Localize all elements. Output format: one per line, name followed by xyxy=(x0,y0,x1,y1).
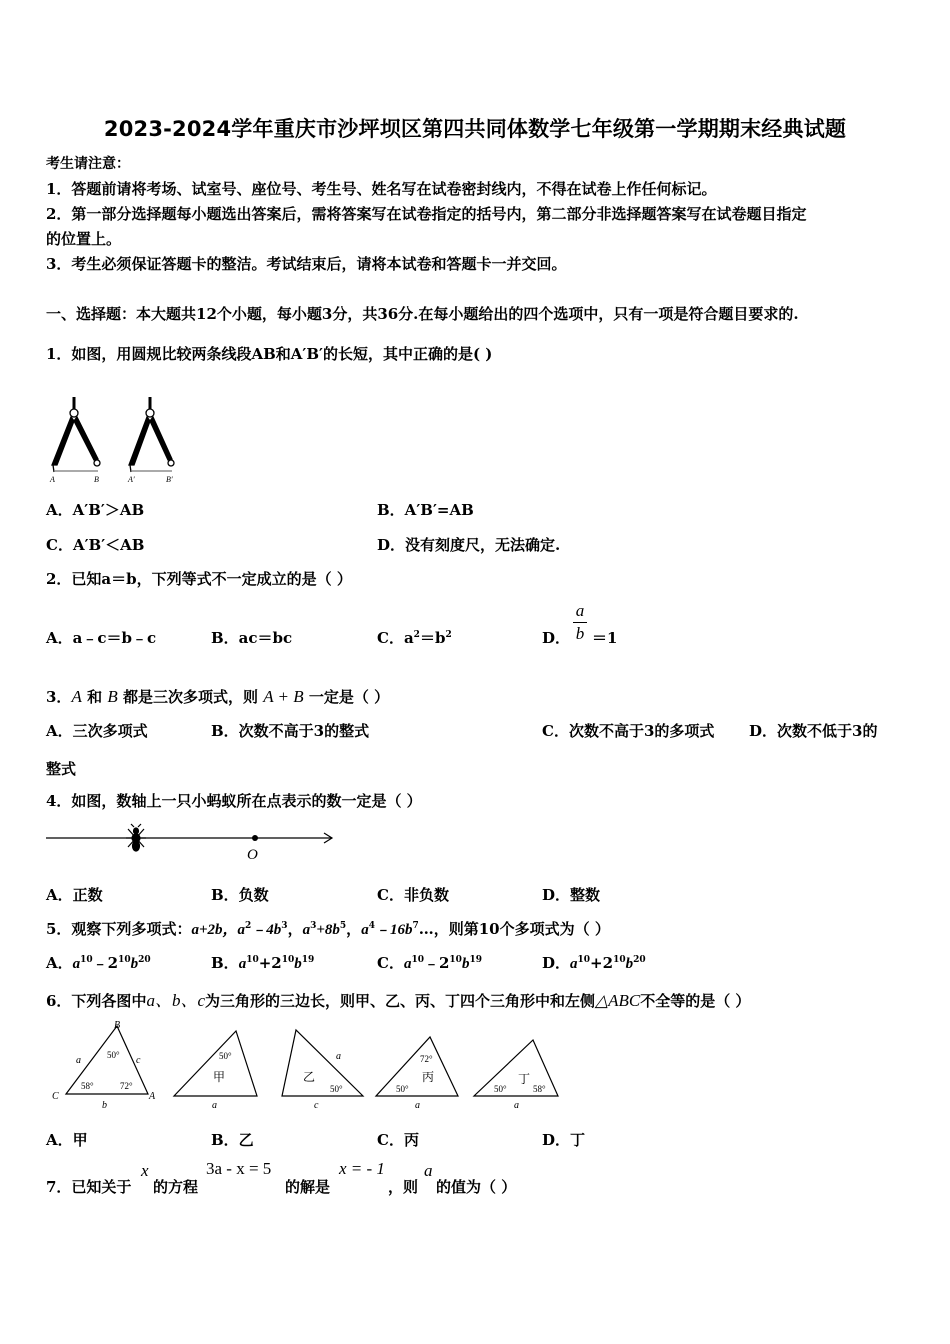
notice-heading: 考生请注意： xyxy=(46,156,130,172)
q4-option-d: D．整数 xyxy=(542,886,601,904)
question-4-stem: 4．如图，数轴上一只小蚂蚁所在点表示的数一定是（ ） xyxy=(46,792,422,810)
q4-option-a: A．正数 xyxy=(46,886,103,904)
number-line-figure xyxy=(44,823,339,863)
question-5-stem: 5．观察下列多项式：a+2b，$a^2﹣4b^3$，$a^3+8b^5$，$a^4﹣16b^7\dots$，则第10个多项式为（ ） xyxy=(46,920,610,938)
bing-angle-72: 72° xyxy=(420,1054,433,1064)
fig-label-A: A xyxy=(50,475,55,484)
origin-label: O xyxy=(247,847,258,863)
question-7-p4: ，则 xyxy=(388,1178,419,1196)
yi-label-a: a xyxy=(336,1051,341,1062)
fig-label-A-prime: A′ xyxy=(128,475,135,484)
q1-option-a: A．A′B′＞AB xyxy=(46,501,145,519)
q5-option-c: C．$a^{10}﹣2^{10}b^{19}$ xyxy=(377,954,482,972)
tri-angle-58: 58° xyxy=(81,1081,94,1091)
q6-option-a: A．甲 xyxy=(46,1131,88,1149)
q3-option-b: B．次数不高于3的整式 xyxy=(211,722,370,740)
notice-item-1: 1．答题前请将考场、试室号、座位号、考生号、姓名写在试卷密封线内，不得在试卷上作任何标记。 xyxy=(46,180,717,198)
tri-label-a: a xyxy=(76,1055,81,1066)
q3-option-d: D．次数不低于3的 xyxy=(749,722,878,740)
q3-option-a: A．三次多项式 xyxy=(46,722,148,740)
fig-label-B-prime: B′ xyxy=(166,475,173,484)
ding-label: 丁 xyxy=(518,1072,531,1086)
q2-option-c: C．$a^2=b^2$ xyxy=(377,629,452,647)
q5-option-a: A．$a^{10}﹣2^{10}b^{20}$ xyxy=(46,954,151,972)
q2-option-d-value: ＝1 xyxy=(592,629,618,647)
q7-a: a xyxy=(424,1161,433,1180)
q3-option-c: C．次数不高于3的多项式 xyxy=(542,722,715,740)
q2-option-d-label: D． xyxy=(542,629,571,647)
question-7-p1: 7．已知关于 xyxy=(46,1178,132,1196)
question-7-p5: 的值为（ ） xyxy=(436,1178,517,1196)
question-6-stem: 6．下列各图中a、b、c为三角形的三边长，则甲、乙、丙、丁四个三角形中和左侧△ABC不全等的是（ ） xyxy=(46,991,751,1010)
notice-item-3: 3．考生必须保证答题卡的整洁。考试结束后，请将本试卷和答题卡一并交回。 xyxy=(46,255,567,273)
page-title: 2023-2024学年重庆市沙坪坝区第四共同体数学七年级第一学期期末经典试题 xyxy=(103,117,847,141)
jia-label: 甲 xyxy=(213,1070,226,1084)
triangles-figure xyxy=(44,1016,574,1112)
q1-option-b: B．A′B′=AB xyxy=(377,501,474,519)
tri-angle-72: 72° xyxy=(120,1081,133,1091)
tri-angle-50: 50° xyxy=(107,1050,120,1060)
tri-label-A: A xyxy=(149,1091,156,1102)
yi-label-c: c xyxy=(314,1100,319,1111)
ding-angle-50: 50° xyxy=(494,1084,507,1094)
q5-option-b: B．$a^{10}+2^{10}b^{19}$ xyxy=(211,954,315,972)
q6-option-c: C．丙 xyxy=(377,1131,419,1149)
ding-angle-58: 58° xyxy=(533,1084,546,1094)
tri-label-C: C xyxy=(52,1091,59,1102)
ant-icon xyxy=(126,824,146,851)
q2-fraction: a b xyxy=(573,601,587,644)
q4-option-b: B．负数 xyxy=(211,886,269,904)
jia-angle-50: 50° xyxy=(219,1051,232,1061)
q5-option-d: D．$a^{10}+2^{10}b^{20}$ xyxy=(542,954,646,972)
q6-option-b: B．乙 xyxy=(211,1131,254,1149)
question-7-p3: 的解是 xyxy=(285,1178,331,1196)
fig-label-B: B xyxy=(94,475,99,484)
compass-figure xyxy=(44,393,194,485)
tri-label-b: b xyxy=(102,1100,107,1111)
jia-label-a: a xyxy=(212,1100,217,1111)
question-7-p2: 的方程 xyxy=(153,1178,199,1196)
q1-option-c: C．A′B′＜AB xyxy=(46,536,145,554)
question-2-stem: 2．已知a＝b，下列等式不一定成立的是（ ） xyxy=(46,570,352,588)
notice-item-2-cont: 的位置上。 xyxy=(46,230,122,248)
notice-item-2: 2．第一部分选择题每小题选出答案后，需将答案写在试卷指定的括号内，第二部分非选择题答案写在试卷题目指定 xyxy=(46,205,807,223)
q3-option-d-cont: 整式 xyxy=(46,760,77,778)
tri-label-B: B xyxy=(114,1020,121,1031)
section-heading: 一、选择题：本大题共12个小题，每小题3分，共36分.在每小题给出的四个选项中，只有一项是符合题目要求的. xyxy=(46,305,799,323)
q2-option-a: A．a﹣c＝b﹣c xyxy=(46,629,157,647)
q2-option-b: B．ac＝bc xyxy=(211,629,293,647)
tri-label-c: c xyxy=(136,1055,141,1066)
q1-option-d: D．没有刻度尺，无法确定. xyxy=(377,536,561,554)
ding-label-a: a xyxy=(514,1100,519,1111)
yi-label: 乙 xyxy=(303,1070,316,1084)
bing-angle-50: 50° xyxy=(396,1084,409,1094)
bing-label-a: a xyxy=(415,1100,420,1111)
q7-solution: x = - 1 xyxy=(339,1159,385,1178)
q7-x: x xyxy=(141,1161,149,1180)
question-1-stem: 1．如图，用圆规比较两条线段AB和A′B′的长短，其中正确的是( ) xyxy=(46,345,493,363)
q7-equation: 3a - x = 5 xyxy=(206,1159,272,1178)
bing-label: 丙 xyxy=(422,1070,435,1084)
q6-option-d: D．丁 xyxy=(542,1131,586,1149)
question-3-stem: 3．A 和 B 都是三次多项式，则 A + B 一定是（ ） xyxy=(46,687,390,706)
yi-angle-50: 50° xyxy=(330,1084,343,1094)
q4-option-c: C．非负数 xyxy=(377,886,449,904)
